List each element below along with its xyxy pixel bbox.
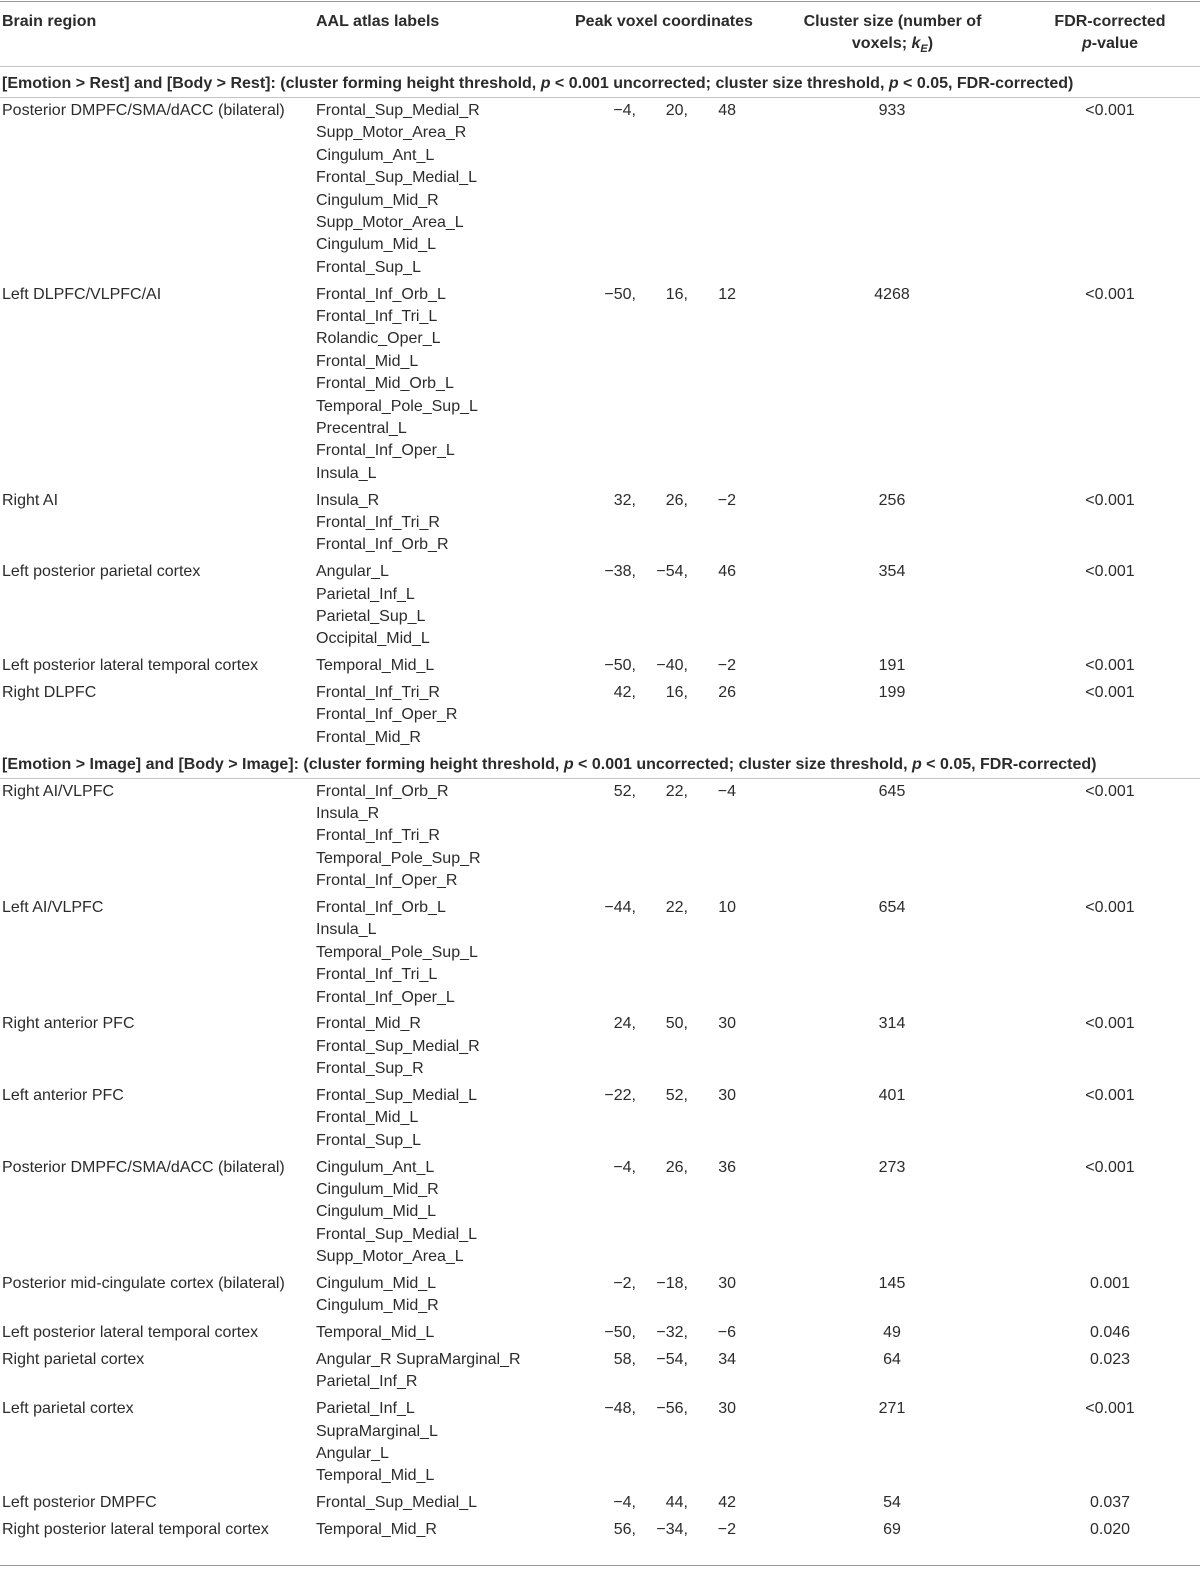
row-coord-y: 26, (665, 491, 688, 509)
row-cluster-size: 271 (878, 1400, 906, 1418)
aal-label: Frontal_Inf_Tri_L (316, 966, 438, 984)
header-cluster-close: ) (927, 35, 934, 52)
aal-label: Cingulum_Mid_R (316, 191, 439, 209)
aal-label: Frontal_Inf_Tri_L (316, 308, 438, 325)
row-aal-labels (316, 490, 449, 557)
aal-label: Insula_L (316, 921, 377, 939)
row-coord-z: 48 (718, 102, 736, 119)
row-fdr-pvalue: 0.020 (1089, 1521, 1131, 1538)
row-fdr-pvalue: 0.001 (1089, 1275, 1131, 1292)
row-fdr-pvalue: 0.037 (1089, 1494, 1131, 1512)
row-coord-z: 26 (718, 684, 736, 701)
section-header (2, 73, 1073, 95)
row-cluster-size: 191 (878, 657, 906, 675)
aal-label: Temporal_Mid_L (316, 1324, 435, 1342)
row-coord-y: 16, (665, 684, 688, 701)
row-coord-y: −40, (656, 657, 688, 675)
row-cluster-size: 645 (878, 782, 906, 800)
aal-label: Frontal_Sup_Medial_L (316, 1087, 477, 1104)
row-coord-y: −54, (656, 1351, 688, 1368)
aal-label: Cingulum_Ant_L (316, 146, 435, 164)
aal-label: Angular_R SupraMarginal_R (316, 1351, 521, 1368)
aal-label: Frontal_Sup_Medial_L (316, 169, 477, 187)
section-header-p1: p (563, 755, 574, 773)
header-cluster-line1: Cluster size (number of (803, 13, 982, 30)
row-coord-z: −2 (717, 1521, 736, 1538)
row-coord-z: 30 (718, 1087, 736, 1104)
row-brain-region: Right AI (2, 491, 59, 509)
row-aal-labels (316, 897, 478, 1009)
aal-label: Frontal_Mid_L (316, 352, 419, 370)
row-fdr-pvalue: <0.001 (1085, 684, 1135, 701)
aal-label: Frontal_Mid_L (316, 1109, 419, 1127)
row-coord-x: −50, (604, 1324, 636, 1342)
header-peak-coordinates: Peak voxel coordinates (575, 13, 753, 30)
row-coord-x: 32, (613, 491, 636, 509)
aal-label: Frontal_Inf_Oper_L (316, 442, 455, 460)
row-coord-x: −2, (613, 1275, 636, 1292)
aal-label: Frontal_Inf_Tri_R (316, 514, 440, 531)
aal-label: Frontal_Inf_Orb_R (316, 536, 449, 554)
row-brain-region: Right posterior lateral temporal cortex (2, 1521, 269, 1538)
row-fdr-pvalue: 0.023 (1089, 1351, 1131, 1368)
aal-label: Frontal_Mid_R (316, 1015, 421, 1033)
row-aal-labels (316, 1322, 434, 1344)
row-coord-y: −18, (656, 1275, 688, 1292)
row-aal-labels (316, 561, 430, 651)
aal-label: Cingulum_Mid_L (316, 1203, 437, 1221)
header-aal-labels: AAL atlas labels (316, 13, 440, 30)
aal-label: Parietal_Inf_L (316, 585, 415, 603)
section-header-p1: p (540, 75, 551, 92)
aal-label: SupraMarginal_L (316, 1422, 438, 1440)
row-fdr-pvalue: <0.001 (1085, 1015, 1135, 1033)
row-coord-x: −4, (613, 102, 636, 119)
aal-label: Frontal_Inf_Tri_R (316, 827, 440, 845)
row-coord-x: 24, (613, 1015, 636, 1033)
row-brain-region: Left parietal cortex (2, 1400, 134, 1418)
section-header (2, 754, 1096, 776)
aal-label: Supp_Motor_Area_L (316, 1248, 464, 1266)
row-aal-labels (316, 1492, 477, 1514)
row-coord-x: 52, (613, 782, 636, 800)
row-fdr-pvalue: <0.001 (1085, 1158, 1135, 1176)
section-header-p2: p (911, 755, 922, 773)
row-coord-z: 10 (718, 899, 736, 916)
section-header-t2: < 0.001 uncorrected; cluster size threshold, (550, 75, 889, 92)
row-cluster-size: 4268 (874, 285, 910, 303)
aal-label: Frontal_Sup_L (316, 258, 421, 276)
row-aal-labels (316, 284, 478, 486)
row-coord-x: −48, (604, 1400, 636, 1418)
row-aal-labels (316, 1273, 439, 1318)
aal-label: Cingulum_Mid_R (316, 1297, 439, 1315)
row-coord-x: −22, (604, 1087, 636, 1104)
row-brain-region: Left posterior lateral temporal cortex (2, 657, 259, 675)
row-brain-region: Left anterior PFC (2, 1087, 124, 1104)
aal-label: Temporal_Pole_Sup_R (316, 849, 481, 867)
row-cluster-size: 54 (883, 1494, 901, 1512)
aal-label: Temporal_Pole_Sup_L (316, 397, 478, 415)
row-coord-x: −50, (604, 285, 636, 303)
row-brain-region: Right DLPFC (2, 684, 97, 701)
section-header-t1: [Emotion > Rest] and [Body > Rest]: (cluster forming height threshold, (2, 75, 541, 92)
row-cluster-size: 49 (883, 1324, 901, 1342)
aal-label: Frontal_Sup_Medial_L (316, 1225, 477, 1243)
header-cluster-size (790, 11, 995, 60)
row-coord-y: −54, (656, 563, 688, 581)
row-coord-z: 34 (718, 1351, 736, 1368)
aal-label: Cingulum_Mid_L (316, 1275, 437, 1292)
header-fdr-line2: -value (1091, 35, 1139, 52)
row-brain-region: Left posterior lateral temporal cortex (2, 1324, 259, 1342)
row-coord-z: 36 (718, 1158, 736, 1176)
aal-label: Cingulum_Mid_L (316, 236, 437, 254)
aal-label: Frontal_Sup_Medial_L (316, 1494, 477, 1512)
row-coord-y: 50, (665, 1015, 688, 1033)
row-coord-z: 30 (718, 1400, 736, 1418)
section-header-t2: < 0.001 uncorrected; cluster size threshold, (573, 755, 912, 773)
row-fdr-pvalue: <0.001 (1085, 657, 1135, 675)
row-coord-y: 16, (665, 285, 688, 303)
aal-label: Cingulum_Mid_R (316, 1181, 439, 1198)
aal-label: Temporal_Mid_L (316, 657, 435, 675)
aal-label: Frontal_Inf_Oper_R (316, 706, 458, 724)
aal-label: Angular_L (316, 1445, 389, 1462)
row-coord-y: 22, (665, 899, 688, 916)
aal-label: Frontal_Sup_L (316, 1131, 421, 1149)
row-coord-y: 22, (665, 782, 688, 800)
aal-label: Frontal_Inf_Orb_L (316, 285, 446, 303)
row-coord-y: 26, (665, 1158, 688, 1176)
aal-label: Insula_L (316, 464, 377, 482)
row-fdr-pvalue: <0.001 (1085, 563, 1135, 581)
row-coord-z: −2 (717, 657, 736, 675)
row-coord-z: 12 (718, 285, 736, 303)
section-rule (0, 97, 1200, 98)
bottom-rule (0, 1565, 1200, 1566)
aal-label: Frontal_Sup_Medial_R (316, 102, 480, 119)
row-aal-labels (316, 1519, 437, 1541)
row-cluster-size: 654 (878, 899, 906, 916)
row-fdr-pvalue: 0.046 (1089, 1324, 1131, 1342)
row-fdr-pvalue: <0.001 (1085, 102, 1135, 119)
row-coord-z: 30 (718, 1275, 736, 1292)
header-fdr-line1: FDR-corrected (1054, 13, 1166, 30)
header-cluster-line2: voxels; (851, 35, 912, 52)
aal-label: Frontal_Mid_Orb_L (316, 375, 454, 393)
row-coord-z: 46 (718, 563, 736, 581)
aal-label: Frontal_Mid_R (316, 728, 421, 746)
header-cluster-ke-sub: E (920, 43, 928, 56)
row-coord-z: 30 (718, 1015, 736, 1033)
row-coord-x: −4, (613, 1158, 636, 1176)
row-aal-labels (316, 1398, 438, 1488)
row-aal-labels (316, 655, 434, 677)
aal-label: Cingulum_Ant_L (316, 1158, 435, 1176)
aal-label: Parietal_Inf_R (316, 1373, 418, 1391)
row-brain-region: Left DLPFC/VLPFC/AI (2, 285, 162, 303)
row-cluster-size: 145 (878, 1275, 906, 1292)
aal-label: Temporal_Pole_Sup_L (316, 943, 478, 961)
row-brain-region: Left AI/VLPFC (2, 899, 104, 916)
aal-label: Frontal_Sup_Medial_R (316, 1037, 480, 1055)
row-coord-x: 58, (613, 1351, 636, 1368)
row-aal-labels (316, 1085, 477, 1152)
aal-label: Insula_R (316, 491, 380, 509)
row-coord-x: −50, (604, 657, 636, 675)
row-cluster-size: 314 (878, 1015, 906, 1033)
row-cluster-size: 64 (883, 1351, 901, 1368)
row-aal-labels (316, 682, 457, 749)
aal-label: Frontal_Inf_Orb_R (316, 782, 449, 800)
row-cluster-size: 256 (878, 491, 906, 509)
aal-label: Frontal_Inf_Orb_L (316, 899, 446, 916)
aal-label: Occipital_Mid_L (316, 630, 430, 648)
header-fdr-p: p (1081, 35, 1092, 52)
row-coord-z: −6 (717, 1324, 736, 1342)
row-coord-y: 20, (665, 102, 688, 119)
row-cluster-size: 354 (878, 563, 906, 581)
aal-label: Parietal_Inf_L (316, 1400, 415, 1418)
row-fdr-pvalue: <0.001 (1085, 782, 1135, 800)
row-cluster-size: 199 (878, 684, 906, 701)
top-rule (0, 1, 1200, 2)
row-brain-region: Left posterior parietal cortex (2, 563, 201, 581)
row-cluster-size: 933 (878, 102, 906, 119)
row-aal-labels (316, 781, 481, 893)
header-fdr-pvalue (1040, 11, 1180, 55)
aal-label: Frontal_Inf_Tri_R (316, 684, 440, 701)
row-brain-region: Posterior DMPFC/SMA/dACC (bilateral) (2, 1158, 285, 1176)
row-aal-labels (316, 1157, 477, 1269)
row-aal-labels (316, 1013, 480, 1080)
row-aal-labels (316, 1349, 521, 1394)
header-rule (0, 66, 1200, 67)
section-header-t3: < 0.05, FDR-corrected) (921, 755, 1097, 773)
row-coord-y: 52, (665, 1087, 688, 1104)
row-fdr-pvalue: <0.001 (1085, 1400, 1135, 1418)
aal-label: Parietal_Sup_L (316, 608, 426, 625)
aal-label: Frontal_Inf_Oper_R (316, 872, 458, 890)
row-coord-x: 56, (613, 1521, 636, 1538)
row-coord-x: −38, (604, 563, 636, 581)
header-brain-region: Brain region (2, 13, 97, 30)
row-brain-region: Left posterior DMPFC (2, 1494, 157, 1512)
row-coord-y: −32, (656, 1324, 688, 1342)
aal-label: Insula_R (316, 805, 380, 822)
row-cluster-size: 69 (883, 1521, 901, 1538)
row-fdr-pvalue: <0.001 (1085, 899, 1135, 916)
row-brain-region: Right AI/VLPFC (2, 782, 115, 800)
aal-label: Angular_L (316, 563, 389, 581)
row-coord-z: 42 (718, 1494, 736, 1512)
aal-label: Temporal_Mid_L (316, 1467, 435, 1485)
aal-label: Rolandic_Oper_L (316, 330, 441, 348)
aal-label: Frontal_Sup_R (316, 1060, 424, 1078)
row-coord-x: −44, (604, 899, 636, 916)
section-rule (0, 778, 1200, 779)
section-header-t1: [Emotion > Image] and [Body > Image]: (cluster forming height threshold, (2, 755, 564, 773)
row-aal-labels (316, 100, 480, 279)
row-coord-x: 42, (613, 684, 636, 701)
row-coord-x: −4, (613, 1494, 636, 1512)
row-brain-region: Posterior DMPFC/SMA/dACC (bilateral) (2, 102, 285, 119)
row-coord-z: −4 (717, 782, 736, 800)
row-fdr-pvalue: <0.001 (1085, 285, 1135, 303)
section-header-p2: p (888, 75, 899, 92)
row-cluster-size: 273 (878, 1158, 906, 1176)
row-coord-y: 44, (665, 1494, 688, 1512)
row-brain-region: Right parietal cortex (2, 1351, 145, 1368)
header-cluster-ke: k (911, 35, 921, 52)
aal-label: Temporal_Mid_R (316, 1521, 437, 1538)
row-fdr-pvalue: <0.001 (1085, 1087, 1135, 1104)
aal-label: Supp_Motor_Area_R (316, 124, 467, 142)
row-cluster-size: 401 (878, 1087, 906, 1104)
aal-label: Precentral_L (316, 420, 407, 438)
row-coord-y: −56, (656, 1400, 688, 1418)
row-coord-y: −34, (656, 1521, 688, 1538)
section-header-t3: < 0.05, FDR-corrected) (898, 75, 1074, 92)
aal-label: Frontal_Inf_Oper_L (316, 988, 455, 1006)
row-coord-z: −2 (717, 491, 736, 509)
aal-label: Supp_Motor_Area_L (316, 214, 464, 232)
row-fdr-pvalue: <0.001 (1085, 491, 1135, 509)
row-brain-region: Posterior mid-cingulate cortex (bilateral) (2, 1275, 285, 1292)
row-brain-region: Right anterior PFC (2, 1015, 135, 1033)
